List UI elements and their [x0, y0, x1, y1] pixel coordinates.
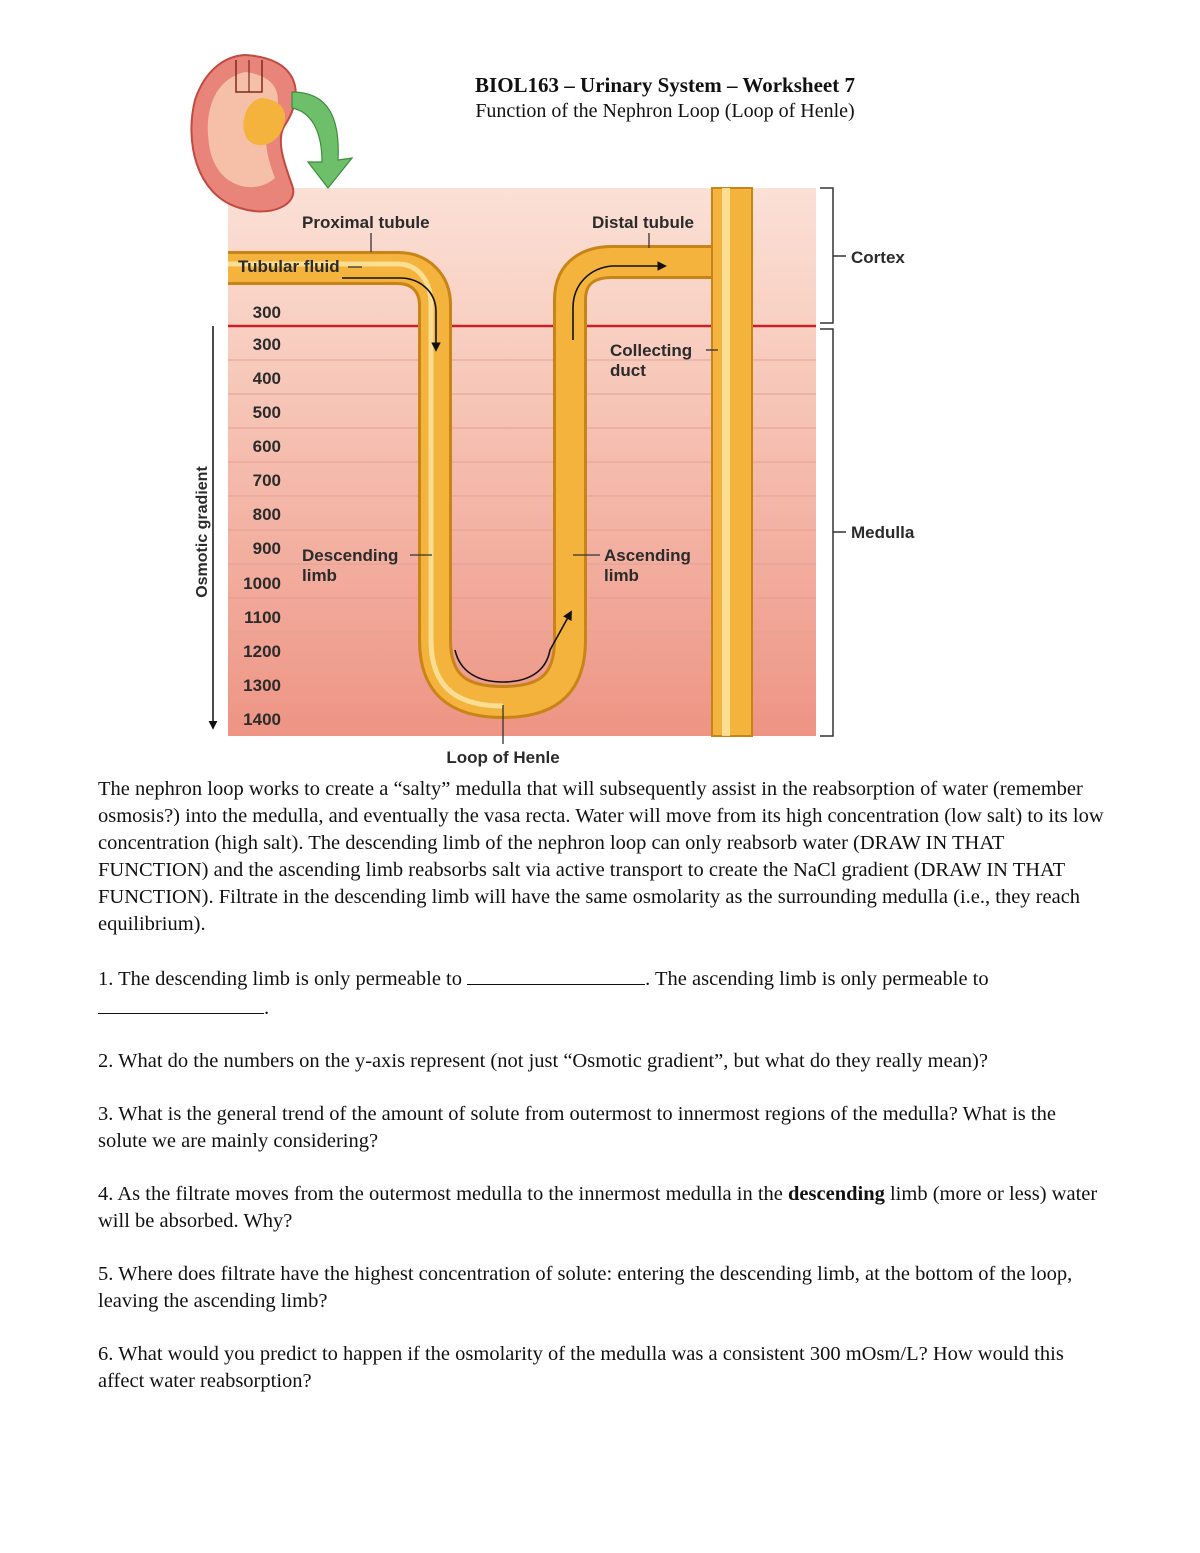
cortex-label: Cortex — [851, 248, 905, 267]
gradient-value: 600 — [252, 437, 281, 456]
region-brackets — [820, 188, 846, 736]
question-4-emphasis: descending — [788, 1183, 885, 1205]
descending-limb-label-line1: Descending — [302, 546, 399, 565]
medulla-label: Medulla — [851, 523, 915, 542]
gradient-value: 1100 — [244, 608, 281, 627]
distal-tubule-label: Distal tubule — [592, 213, 695, 232]
question-1-text-c: . — [264, 997, 270, 1019]
intro-paragraph: The nephron loop works to create a “salty” medulla that will subsequently assist in the reabsorption of water (remember osmosis?) into the medulla, and eventually the vasa recta. Water will move from its high concentration (low salt) to its low concentration (high salt). The descending limb of the nephron loop can only reabsorb water (DRAW IN THAT FUNCTION) and the ascending limb reabsorbs salt via active transport to create the NaCl gradient (DRAW IN THAT FUNCTION). Filtrate in the descending limb will have the same osmolarity as the surrounding medulla (i.e., they reach equilibrium). — [98, 778, 1104, 935]
loop-of-henle-label: Loop of Henle — [446, 748, 560, 767]
zoom-arrow-icon — [292, 92, 352, 188]
gradient-value: 1200 — [243, 642, 281, 661]
question-4 — [98, 1181, 1108, 1235]
worksheet-body — [98, 776, 1108, 1395]
nephron-loop-figure — [0, 0, 1200, 775]
ascending-limb-label-line2: limb — [604, 566, 639, 585]
gradient-value: 300 — [252, 303, 281, 322]
question-1 — [98, 964, 1108, 1022]
collecting-duct-label-line2: duct — [610, 361, 646, 380]
gradient-value: 1400 — [243, 710, 281, 729]
ascending-limb-label-line1: Ascending — [604, 546, 691, 565]
osmotic-gradient-label: Osmotic gradient — [194, 466, 211, 598]
gradient-value: 1300 — [243, 676, 281, 695]
proximal-tubule-label: Proximal tubule — [302, 213, 430, 232]
question-6: 6. What would you predict to happen if the osmolarity of the medulla was a consistent 300 mOsm/L? How would this affect water reabsorption? — [98, 1343, 1064, 1392]
question-1-text-a: 1. The descending limb is only permeable to — [98, 968, 462, 990]
question-3: 3. What is the general trend of the amount of solute from outermost to innermost regions of the medulla? What is the solute we are mainly considering? — [98, 1103, 1056, 1152]
collecting-duct — [712, 188, 752, 736]
question-1-text-b: . The ascending limb is only permeable to — [645, 968, 989, 990]
answer-blank-ascending[interactable] — [98, 993, 264, 1014]
gradient-value: 400 — [252, 369, 281, 388]
tubular-fluid-label: Tubular fluid — [238, 257, 340, 276]
gradient-value: 800 — [252, 505, 281, 524]
answer-blank-descending[interactable] — [467, 964, 645, 985]
gradient-value: 1000 — [243, 574, 281, 593]
gradient-value: 500 — [252, 403, 281, 422]
question-5: 5. Where does filtrate have the highest concentration of solute: entering the descending limb, at the bottom of the loop, leaving the ascending limb? — [98, 1263, 1073, 1312]
worksheet-subtitle: Function of the Nephron Loop (Loop of Henle) — [475, 100, 855, 122]
descending-limb-label-line2: limb — [302, 566, 337, 585]
question-2: 2. What do the numbers on the y-axis represent (not just “Osmotic gradient”, but what do they really mean)? — [98, 1050, 988, 1072]
gradient-value: 700 — [252, 471, 281, 490]
gradient-value: 300 — [252, 335, 281, 354]
question-4-text-a: 4. As the filtrate moves from the outermost medulla to the innermost medulla in the — [98, 1183, 783, 1205]
gradient-value: 900 — [252, 539, 281, 558]
kidney-icon — [191, 55, 295, 211]
question-4-text-b: limb (more or less) water will be absorbed. Why? — [98, 1183, 1098, 1232]
worksheet-title: BIOL163 – Urinary System – Worksheet 7 — [475, 73, 855, 97]
collecting-duct-label-line1: Collecting — [610, 341, 693, 360]
